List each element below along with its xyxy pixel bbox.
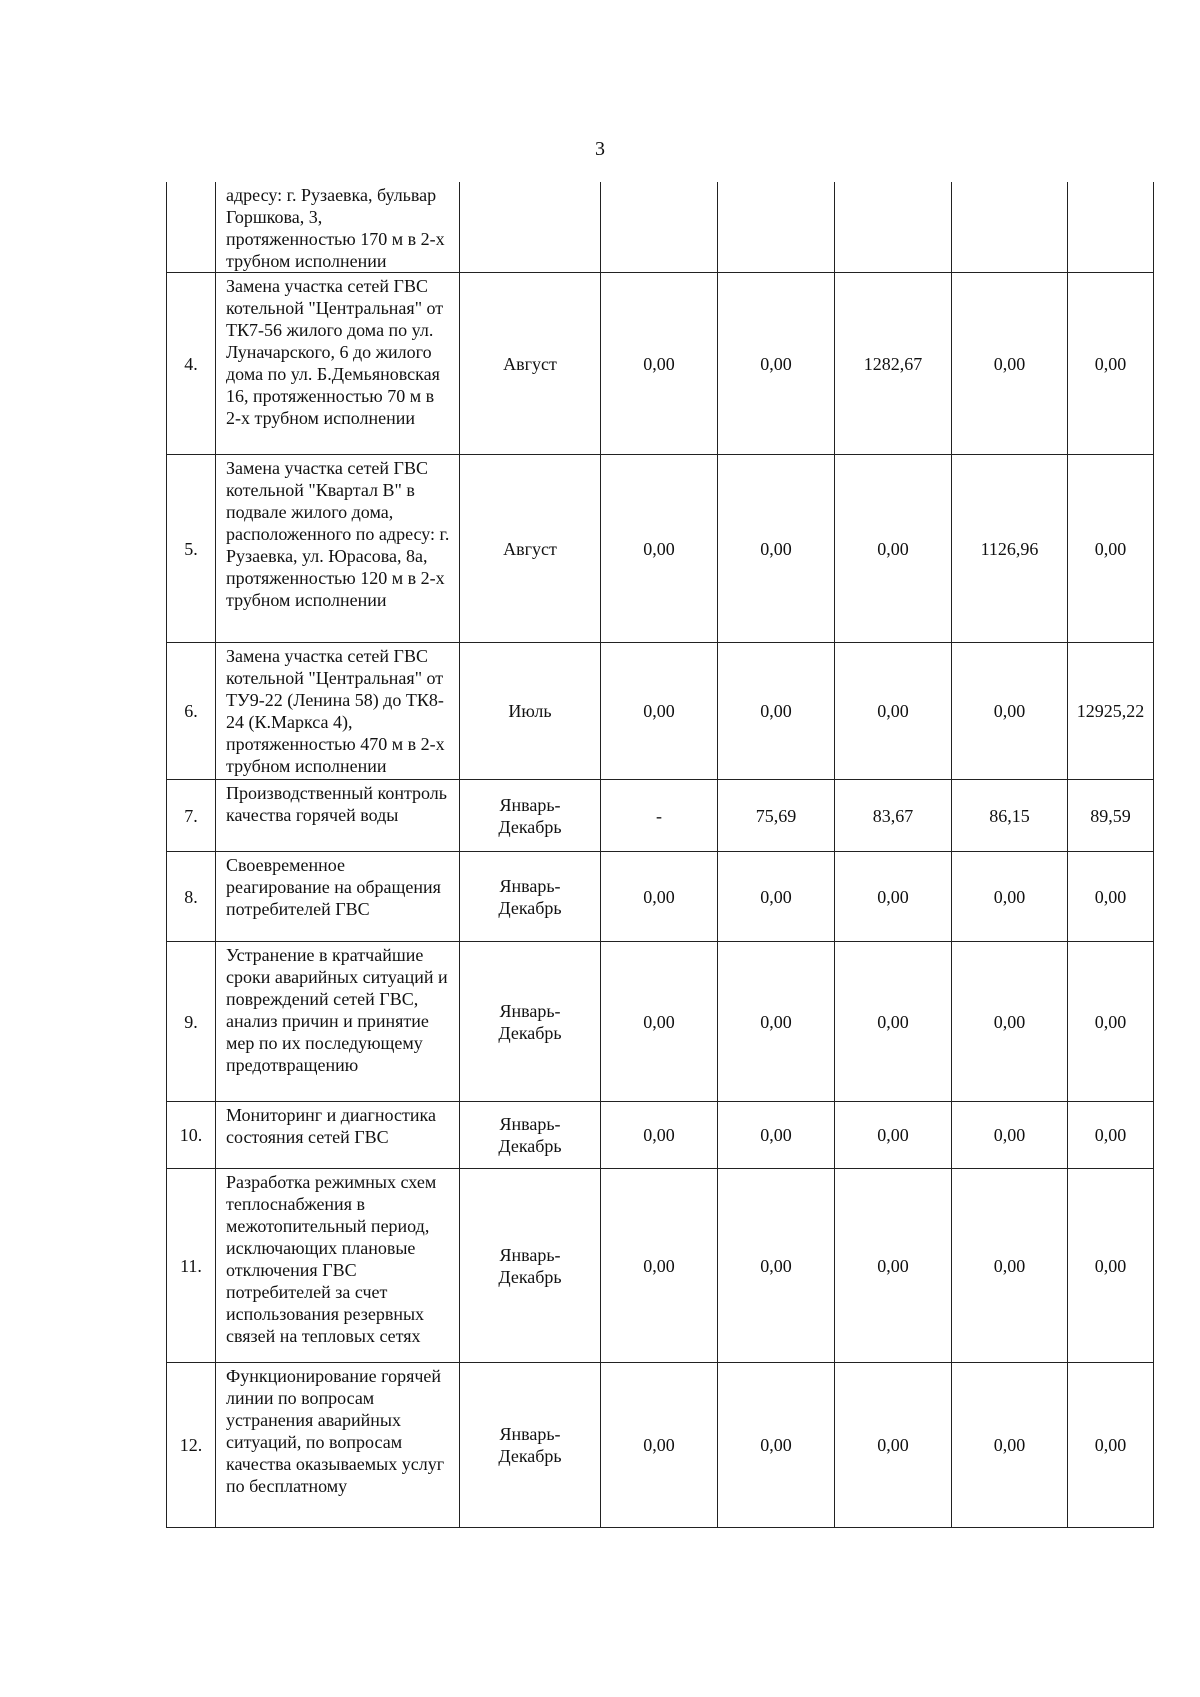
row-value-1: 0,00 bbox=[601, 1169, 718, 1363]
table-row bbox=[167, 1102, 1154, 1169]
table-row bbox=[167, 852, 1154, 942]
row-value-2: 0,00 bbox=[718, 1363, 835, 1528]
row-number: 8. bbox=[167, 852, 216, 942]
row-period-text: Январь- Декабрь bbox=[498, 794, 562, 837]
row-value-3: 0,00 bbox=[835, 942, 952, 1102]
table-row bbox=[167, 455, 1154, 643]
row-period bbox=[460, 643, 601, 780]
table-row bbox=[167, 1363, 1154, 1528]
row-description: Замена участка сетей ГВС котельной "Центральная" от ТУ9-22 (Ленина 58) до ТК8-24 (К.Маркса 4), протяженностью 470 м в 2-х трубном исполнении bbox=[216, 643, 460, 780]
row-description: адресу: г. Рузаевка, бульвар Горшкова, 3, протяженностью 170 м в 2-х трубном исполнении bbox=[216, 182, 460, 273]
measures-table bbox=[166, 182, 1154, 1528]
row-number: 12. bbox=[167, 1363, 216, 1528]
row-value-1: 0,00 bbox=[601, 1102, 718, 1169]
table-row bbox=[167, 942, 1154, 1102]
row-value-2: 0,00 bbox=[718, 1169, 835, 1363]
row-value-2: 0,00 bbox=[718, 942, 835, 1102]
table-row bbox=[167, 780, 1154, 852]
row-period bbox=[460, 1102, 601, 1169]
row-number: 7. bbox=[167, 780, 216, 852]
row-value-4 bbox=[952, 182, 1068, 273]
row-value-4: 1126,96 bbox=[952, 455, 1068, 643]
row-period bbox=[460, 780, 601, 852]
row-description: Разработка режимных схем теплоснабжения в межотопительный период, исключающих плановые отключения ГВС потребителей за счет использования резервных связей на тепловых сетях bbox=[216, 1169, 460, 1363]
row-value-3: 0,00 bbox=[835, 1169, 952, 1363]
row-value-2: 75,69 bbox=[718, 780, 835, 852]
row-description: Мониторинг и диагностика состояния сетей ГВС bbox=[216, 1102, 460, 1169]
row-value-5: 0,00 bbox=[1068, 1363, 1154, 1528]
row-value-3: 0,00 bbox=[835, 643, 952, 780]
row-value-2: 0,00 bbox=[718, 643, 835, 780]
row-value-2: 0,00 bbox=[718, 273, 835, 455]
row-number bbox=[167, 182, 216, 273]
row-value-5: 89,59 bbox=[1068, 780, 1154, 852]
row-period bbox=[460, 455, 601, 643]
row-number: 5. bbox=[167, 455, 216, 643]
row-period bbox=[460, 182, 601, 273]
row-value-1: 0,00 bbox=[601, 455, 718, 643]
row-period bbox=[460, 1363, 601, 1528]
row-period bbox=[460, 1169, 601, 1363]
row-period bbox=[460, 852, 601, 942]
row-value-1: 0,00 bbox=[601, 852, 718, 942]
row-value-4: 0,00 bbox=[952, 852, 1068, 942]
row-period bbox=[460, 942, 601, 1102]
row-value-4: 0,00 bbox=[952, 1169, 1068, 1363]
row-number: 4. bbox=[167, 273, 216, 455]
row-period-text: Январь- Декабрь bbox=[498, 1000, 562, 1043]
row-value-2: 0,00 bbox=[718, 852, 835, 942]
row-value-4: 0,00 bbox=[952, 1102, 1068, 1169]
row-number: 10. bbox=[167, 1102, 216, 1169]
table-row bbox=[167, 273, 1154, 455]
row-number: 6. bbox=[167, 643, 216, 780]
row-value-5: 0,00 bbox=[1068, 273, 1154, 455]
row-description: Устранение в кратчайшие сроки аварийных ситуаций и повреждений сетей ГВС, анализ причин и принятие мер по их последующему предотвращению bbox=[216, 942, 460, 1102]
table-row bbox=[167, 1169, 1154, 1363]
row-value-4: 0,00 bbox=[952, 643, 1068, 780]
row-number: 11. bbox=[167, 1169, 216, 1363]
row-period-text: Январь- Декабрь bbox=[498, 875, 562, 918]
row-value-5: 0,00 bbox=[1068, 1169, 1154, 1363]
table-row bbox=[167, 182, 1154, 273]
row-value-5: 0,00 bbox=[1068, 455, 1154, 643]
row-period-text: Январь- Декабрь bbox=[498, 1424, 562, 1466]
row-value-1 bbox=[601, 182, 718, 273]
row-value-1: 0,00 bbox=[601, 643, 718, 780]
row-value-4: 0,00 bbox=[952, 1363, 1068, 1528]
row-number: 9. bbox=[167, 942, 216, 1102]
row-value-1: 0,00 bbox=[601, 1363, 718, 1528]
page-number: 3 bbox=[595, 138, 605, 160]
row-description: Замена участка сетей ГВС котельной "Квартал В" в подвале жилого дома, расположенного по адресу: г. Рузаевка, ул. Юрасова, 8а, протяженностью 120 м в 2-х трубном исполнении bbox=[216, 455, 460, 643]
row-value-5: 0,00 bbox=[1068, 1102, 1154, 1169]
row-value-2 bbox=[718, 182, 835, 273]
row-value-4: 0,00 bbox=[952, 942, 1068, 1102]
row-value-2: 0,00 bbox=[718, 1102, 835, 1169]
row-value-5: 12925,22 bbox=[1068, 643, 1154, 780]
row-value-3: 0,00 bbox=[835, 455, 952, 643]
row-description: Своевременное реагирование на обращения потребителей ГВС bbox=[216, 852, 460, 942]
row-period-text: Январь- Декабрь bbox=[498, 1114, 562, 1156]
row-value-1: 0,00 bbox=[601, 273, 718, 455]
row-description: Замена участка сетей ГВС котельной "Центральная" от ТК7-56 жилого дома по ул. Луначарского, 6 до жилого дома по ул. Б.Демьяновская 16, протяженностью 70 м в 2-х трубном исполнении bbox=[216, 273, 460, 455]
row-description: Функционирование горячей линии по вопросам устранения аварийных ситуаций, по вопросам качества оказываемых услуг по бесплатному bbox=[216, 1363, 460, 1528]
row-value-5 bbox=[1068, 182, 1154, 273]
row-value-4: 0,00 bbox=[952, 273, 1068, 455]
table-row bbox=[167, 643, 1154, 780]
row-value-3: 0,00 bbox=[835, 852, 952, 942]
row-value-1: 0,00 bbox=[601, 942, 718, 1102]
row-value-1: - bbox=[601, 780, 718, 852]
row-value-3 bbox=[835, 182, 952, 273]
row-period-text: Август bbox=[503, 353, 557, 374]
row-value-4: 86,15 bbox=[952, 780, 1068, 852]
row-value-5: 0,00 bbox=[1068, 852, 1154, 942]
row-value-2: 0,00 bbox=[718, 455, 835, 643]
row-value-3: 1282,67 bbox=[835, 273, 952, 455]
row-description: Производственный контроль качества горячей воды bbox=[216, 780, 460, 852]
row-period-text: Август bbox=[503, 538, 557, 559]
row-period-text: Январь- Декабрь bbox=[498, 1244, 562, 1287]
row-value-3: 0,00 bbox=[835, 1363, 952, 1528]
row-value-3: 0,00 bbox=[835, 1102, 952, 1169]
row-period bbox=[460, 273, 601, 455]
row-value-5: 0,00 bbox=[1068, 942, 1154, 1102]
row-value-3: 83,67 bbox=[835, 780, 952, 852]
row-period-text: Июль bbox=[508, 701, 552, 721]
